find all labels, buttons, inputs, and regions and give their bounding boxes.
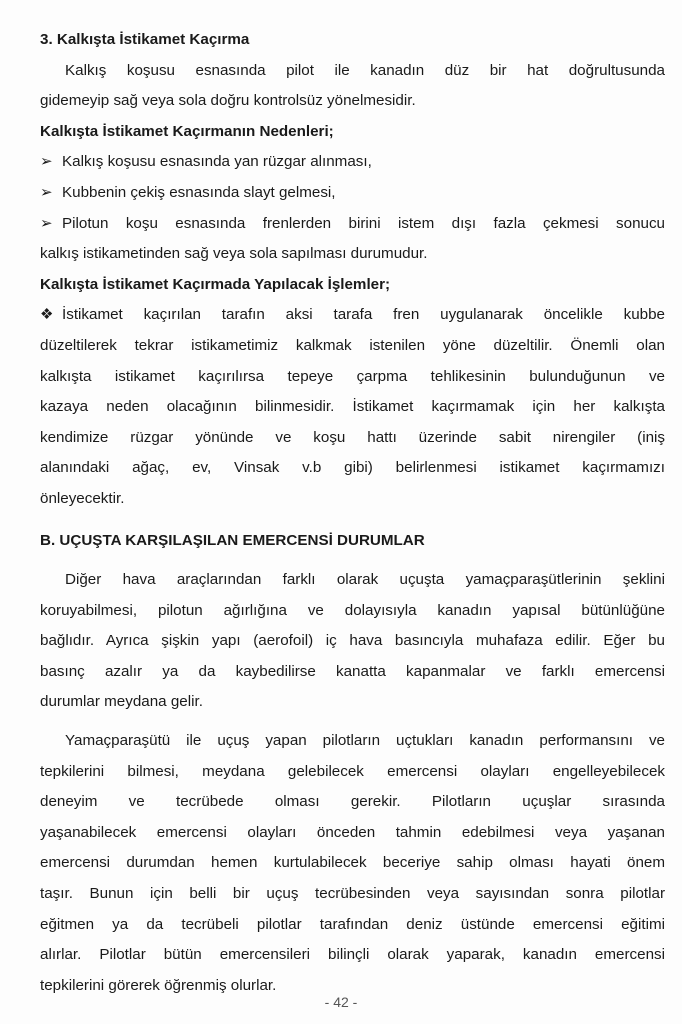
list-item-text: Pilotun koşu esnasında frenlerden birini istem dışı fazla çekmesi sonucu — [62, 214, 665, 232]
paragraph-line: Yamaçparaşütü ile uçuş yapan pilotların uçtukları kanadın performansını ve — [65, 732, 665, 750]
paragraph-line: kendimize rüzgar yönünde ve koşu hattı üzerinde sabit nirengiler (iniş — [40, 428, 665, 446]
bullet-icon: ➢ — [40, 153, 53, 171]
paragraph-line: durumlar meydana gelir. — [40, 693, 203, 711]
paragraph-line: düzeltilerek tekrar istikametimiz kalkmak istenilen yöne düzeltilir. Önemli olan — [40, 336, 665, 354]
subheading: Kalkışta İstikamet Kaçırmada Yapılacak İşlemler; — [40, 275, 391, 293]
section-heading: B. UÇUŞTA KARŞILAŞILAN EMERCENSİ DURUMLAR — [40, 531, 425, 549]
paragraph-line: yaşanabilecek emercensi olayları önceden tahmin edebilmesi veya yaşanan — [40, 823, 665, 841]
paragraph-line: alanındaki ağaç, ev, Vinsak v.b gibi) belirlenmesi istikamet kaçırmamızı — [40, 459, 665, 477]
bullet-icon: ❖ — [40, 306, 54, 324]
section-heading: 3. Kalkışta İstikamet Kaçırma — [40, 31, 250, 48]
paragraph-line: kalkışta istikamet kaçırılırsa tepeye çarpma tehlikesinin bulunduğunun ve — [40, 367, 665, 385]
paragraph-line: kazaya neden olacağının bilinmesidir. İstikamet kaçırmamak için her kalkışta — [40, 398, 665, 416]
paragraph-line: taşır. Bunun için belli bir uçuş tecrübesinden veya sayısından sonra pilotlar — [40, 885, 665, 903]
document-page — [40, 25, 665, 1001]
paragraph-line: tepkilerini bilmesi, meydana gelebilecek emercensi olayları engelleyebilecek — [40, 762, 665, 780]
list-item — [40, 209, 665, 240]
page-number: - 42 - — [324, 994, 358, 1010]
paragraph-line: eğitmen ya da tecrübeli pilotlar tarafından deniz üstünde emercensi eğitimi — [40, 915, 665, 933]
paragraph-line: Diğer hava araçlarından farklı olarak uçuşta yamaçparaşütlerinin şeklini — [65, 571, 665, 589]
paragraph-line — [40, 300, 665, 331]
paragraph-line: bağlıdır. Ayrıca şişkin yapı (aerofoil) iç hava basıncıyla muhafaza edilir. Eğer bu — [40, 632, 665, 650]
paragraph-line: basınç azalır ya da kaybedilirse kanatta kapanmalar ve farklı emercensi — [40, 662, 665, 680]
paragraph-line: Kalkış koşusu esnasında pilot ile kanadın düz bir hat doğrultusunda — [65, 61, 665, 79]
paragraph-line: gidemeyip sağ veya sola doğru kontrolsüz yönelmesidir. — [40, 92, 416, 110]
paragraph-line: tepkilerini görerek öğrenmiş olurlar. — [40, 976, 277, 994]
paragraph-line: emercensi durumdan hemen kurtulabilecek beceriye sahip olması hayati önem — [40, 854, 665, 872]
list-item-text: İstikamet kaçırılan tarafın aksi tarafa fren uygulanarak öncelikle kubbe — [62, 306, 665, 324]
paragraph-line: önleyecektir. — [40, 489, 125, 507]
list-item-text: Kalkış koşusu esnasında yan rüzgar alınması, — [62, 153, 372, 171]
list-item — [40, 147, 665, 178]
list-item — [40, 178, 665, 209]
paragraph-line: alırlar. Pilotlar bütün emercensileri bilinçli olarak yaparak, kanadın emercensi — [40, 946, 665, 964]
list-item: kalkış istikametinden sağ veya sola sapılması durumudur. — [40, 245, 428, 263]
paragraph-line: deneyim ve tecrübede olması gerekir. Pilotların uçuşlar sırasında — [40, 793, 665, 811]
bullet-icon: ➢ — [40, 183, 53, 201]
bullet-icon: ➢ — [40, 214, 53, 232]
list-item-text: Kubbenin çekiş esnasında slayt gelmesi, — [62, 183, 336, 201]
paragraph-line: koruyabilmesi, pilotun ağırlığına ve dolayısıyla kanadın yapısal bütünlüğüne — [40, 601, 665, 619]
subheading: Kalkışta İstikamet Kaçırmanın Nedenleri; — [40, 122, 334, 140]
